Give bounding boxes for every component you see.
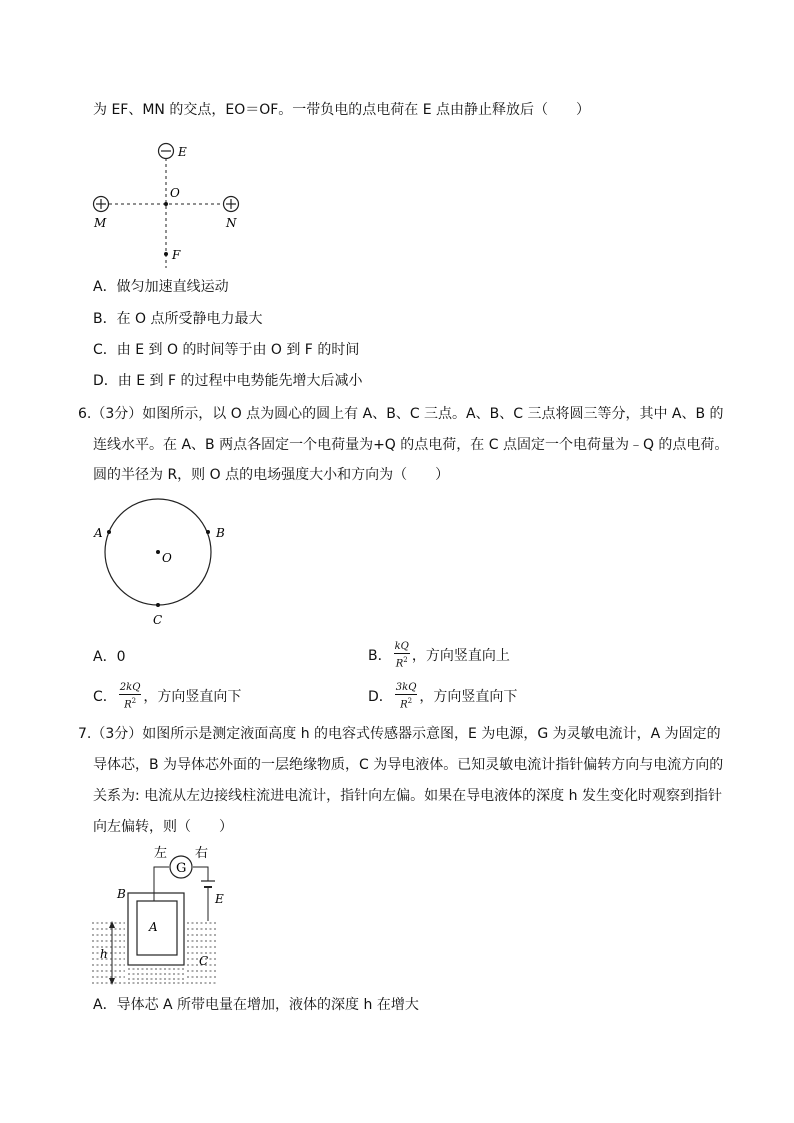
point-o <box>156 550 160 554</box>
label-right: 右 <box>195 846 209 861</box>
q6-option-d-label: D． <box>368 689 393 705</box>
q6-option-c <box>93 682 241 712</box>
q5-option-d: D．由 E 到 F 的过程中电势能先增大后减小 <box>93 373 363 389</box>
label-o: O <box>162 551 172 565</box>
label-c: C <box>153 613 163 627</box>
q5-figure <box>88 132 248 272</box>
label-b: B <box>216 526 225 540</box>
label-n: N <box>226 216 237 230</box>
q6-option-b-text: ，方向竖直向上 <box>411 648 510 664</box>
point-b <box>206 530 210 534</box>
q7-option-a: A．导体芯 A 所带电量在增加，液体的深度 h 在增大 <box>93 997 419 1013</box>
label-e: E <box>178 145 187 159</box>
point-f <box>164 252 168 256</box>
q6-stem-line3: 圆的半径为 R，则 O 点的电场强度大小和方向为（ ） <box>93 467 450 483</box>
q6-option-b <box>368 641 510 671</box>
q6-option-d <box>368 682 517 712</box>
label-o: O <box>170 186 180 200</box>
point-c <box>156 603 160 607</box>
q6-option-c-label: C． <box>93 689 117 705</box>
label-a: A <box>149 920 158 934</box>
q6-stem-line1: 6.（3分）如图所示，以 O 点为圆心的圆上有 A、B、C 三点。A、B、C 三点将圆三等分，其中 A、B 的 <box>78 406 724 422</box>
label-f: F <box>172 248 181 262</box>
q5-stem: 为 EF、MN 的交点，EO＝OF。一带负电的点电荷在 E 点由静止释放后（ ） <box>93 102 591 118</box>
q5-option-b: B．在 O 点所受静电力最大 <box>93 311 263 327</box>
label-m: M <box>94 216 107 230</box>
charge-n-positive <box>224 197 239 212</box>
q7-stem-line4: 向左偏转，则（ ） <box>93 819 233 835</box>
q7-figure <box>92 843 232 989</box>
label-g: G <box>176 861 187 876</box>
q7-stem-line1: 7.（3分）如图所示是测定液面高度 h 的电容式传感器示意图，E 为电源，G 为灵敏电流计，A 为固定的 <box>78 726 721 742</box>
point-a <box>107 530 111 534</box>
q6-stem-line2: 连线水平。在 A、B 两点各固定一个电荷量为+Q 的点电荷，在 C 点固定一个电荷量为﹣Q 的点电荷。 <box>93 437 729 453</box>
fraction-3kq-r2: $\frac{3kQ}{R^2}$ <box>395 682 417 711</box>
q6-figure <box>88 498 248 632</box>
q5-option-c: C．由 E 到 O 的时间等于由 O 到 F 的时间 <box>93 342 360 358</box>
label-e: E <box>215 892 224 906</box>
label-h: h <box>100 947 108 961</box>
q7-stem-line2: 导体芯，B 为导体芯外面的一层绝缘物质，C 为导电液体。已知灵敏电流计指针偏转方向与电流方向的 <box>93 757 724 773</box>
q7-stem-line3: 关系为: 电流从左边接线柱流进电流计，指针向左偏。如果在导电液体的深度 h 发生变化时观察到指针 <box>93 788 722 804</box>
label-c: C <box>199 954 209 968</box>
label-b: B <box>117 887 126 901</box>
fraction-2kq-r2: $\frac{2kQ}{R^2}$ <box>119 682 141 711</box>
fraction-kq-r2: $\frac{kQ}{R^2}$ <box>394 641 409 670</box>
charge-m-positive <box>94 197 109 212</box>
q6-option-b-label: B． <box>368 648 392 664</box>
q6-option-a: A．0 <box>93 649 126 665</box>
q6-option-d-text: ，方向竖直向下 <box>419 689 518 705</box>
point-o <box>164 202 168 206</box>
q6-option-c-text: ，方向竖直向下 <box>143 689 242 705</box>
charge-e-negative <box>159 144 174 159</box>
q5-option-a: A．做匀加速直线运动 <box>93 279 229 295</box>
label-a: A <box>94 526 103 540</box>
label-left: 左 <box>154 846 168 861</box>
